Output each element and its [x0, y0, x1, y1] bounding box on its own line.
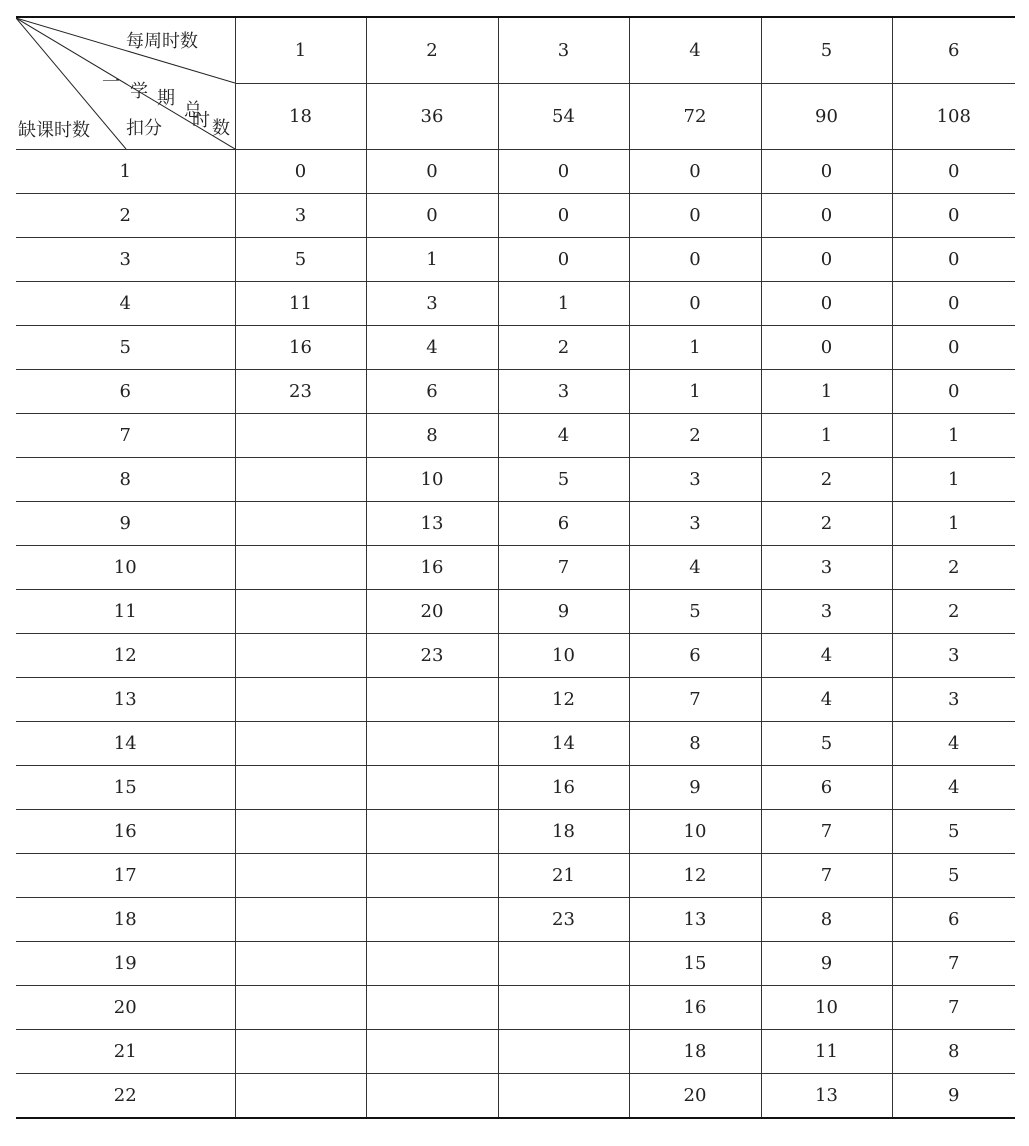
- deduction-score-cell: 2: [892, 590, 1015, 634]
- deduction-score-cell: 0: [761, 326, 892, 370]
- deduction-score-cell: 0: [761, 150, 892, 194]
- deduction-score-cell: 14: [498, 722, 629, 766]
- absent-hours-cell: 20: [16, 986, 235, 1030]
- svg-text:时: 时: [192, 110, 210, 131]
- table-row: [16, 502, 1015, 546]
- weekly-hours-row: [16, 17, 1015, 84]
- semester-total-cell: 36: [366, 84, 498, 150]
- deduction-score-cell: 0: [235, 150, 366, 194]
- deduction-score-cell: 3: [892, 678, 1015, 722]
- deduction-score-cell: 0: [498, 150, 629, 194]
- deduction-score-cell: 3: [629, 458, 761, 502]
- weekly-hours-cell: 4: [629, 17, 761, 84]
- deduction-score-cell: 0: [761, 238, 892, 282]
- deduction-score-cell: 7: [629, 678, 761, 722]
- absent-hours-cell: 22: [16, 1074, 235, 1119]
- deduction-score-cell: [235, 986, 366, 1030]
- deduction-score-cell: 3: [761, 546, 892, 590]
- deduction-score-cell: [366, 898, 498, 942]
- deduction-score-cell: 3: [235, 194, 366, 238]
- deduction-score-cell: [366, 766, 498, 810]
- deduction-score-cell: 23: [235, 370, 366, 414]
- deduction-score-cell: 0: [892, 194, 1015, 238]
- svg-text:总: 总: [184, 100, 202, 121]
- deduction-score-cell: 13: [366, 502, 498, 546]
- table-row: [16, 458, 1015, 502]
- deduction-score-cell: 0: [892, 238, 1015, 282]
- deduction-score-cell: 1: [366, 238, 498, 282]
- deduction-score-cell: 7: [498, 546, 629, 590]
- deduction-score-cell: 15: [629, 942, 761, 986]
- deduction-score-cell: 0: [498, 194, 629, 238]
- deduction-score-cell: 0: [761, 282, 892, 326]
- deduction-score-cell: 8: [892, 1030, 1015, 1074]
- deduction-score-cell: 6: [761, 766, 892, 810]
- deduction-score-cell: 11: [761, 1030, 892, 1074]
- deduction-score-cell: 6: [629, 634, 761, 678]
- deduction-score-cell: 3: [498, 370, 629, 414]
- deduction-score-cell: [235, 678, 366, 722]
- deduction-score-cell: 9: [498, 590, 629, 634]
- deduction-score-cell: 11: [235, 282, 366, 326]
- svg-text:学: 学: [130, 81, 148, 102]
- deduction-score-cell: [498, 1074, 629, 1119]
- svg-text:一: 一: [102, 72, 120, 93]
- deduction-score-cell: 16: [235, 326, 366, 370]
- deduction-score-cell: 5: [629, 590, 761, 634]
- table-row: [16, 282, 1015, 326]
- deduction-score-cell: 6: [498, 502, 629, 546]
- deduction-score-cell: [366, 1030, 498, 1074]
- absent-hours-cell: 12: [16, 634, 235, 678]
- deduction-score-cell: 7: [892, 986, 1015, 1030]
- deduction-score-cell: [235, 458, 366, 502]
- deduction-score-cell: 23: [366, 634, 498, 678]
- absent-hours-cell: 17: [16, 854, 235, 898]
- deduction-score-cell: 0: [629, 194, 761, 238]
- table-row: [16, 766, 1015, 810]
- table-row: [16, 194, 1015, 238]
- absent-hours-cell: 1: [16, 150, 235, 194]
- deduction-score-cell: 7: [761, 854, 892, 898]
- deduction-score-cell: 10: [629, 810, 761, 854]
- svg-text:期: 期: [157, 88, 175, 109]
- deduction-score-cell: [498, 986, 629, 1030]
- deduction-score-cell: 20: [629, 1074, 761, 1119]
- deduction-score-cell: 4: [892, 722, 1015, 766]
- deduction-score-cell: 4: [761, 678, 892, 722]
- deduction-score-cell: [235, 766, 366, 810]
- deduction-score-cell: [235, 722, 366, 766]
- deduction-score-cell: 3: [366, 282, 498, 326]
- table-row: [16, 1074, 1015, 1119]
- deduction-score-cell: 5: [892, 854, 1015, 898]
- deduction-score-cell: 0: [498, 238, 629, 282]
- deduction-score-cell: 9: [761, 942, 892, 986]
- deduction-score-cell: 1: [892, 502, 1015, 546]
- table-row: [16, 854, 1015, 898]
- deduction-score-cell: 4: [892, 766, 1015, 810]
- deduction-score-cell: 13: [761, 1074, 892, 1119]
- semester-total-cell: 72: [629, 84, 761, 150]
- deduction-score-cell: [235, 590, 366, 634]
- deduction-score-cell: [498, 942, 629, 986]
- deduction-score-cell: [235, 810, 366, 854]
- deduction-score-cell: 0: [366, 150, 498, 194]
- svg-text:数: 数: [212, 118, 230, 139]
- semester-total-cell: 90: [761, 84, 892, 150]
- deduction-score-cell: 10: [761, 986, 892, 1030]
- deduction-score-cell: 0: [629, 238, 761, 282]
- absent-hours-cell: 3: [16, 238, 235, 282]
- deduction-score-cell: [366, 810, 498, 854]
- deduction-score-cell: 23: [498, 898, 629, 942]
- table-row: [16, 942, 1015, 986]
- semester-total-cell: 18: [235, 84, 366, 150]
- table-row: [16, 634, 1015, 678]
- deduction-score-cell: 12: [629, 854, 761, 898]
- deduction-score-cell: 0: [629, 282, 761, 326]
- deduction-table-container: [16, 16, 1015, 1119]
- absent-hours-cell: 16: [16, 810, 235, 854]
- deduction-score-cell: 8: [629, 722, 761, 766]
- deduction-score-cell: 9: [629, 766, 761, 810]
- deduction-score-cell: 16: [366, 546, 498, 590]
- absent-hours-cell: 19: [16, 942, 235, 986]
- absent-hours-cell: 21: [16, 1030, 235, 1074]
- deduction-label: 扣分: [126, 118, 162, 139]
- table-row: [16, 898, 1015, 942]
- deduction-score-cell: 6: [366, 370, 498, 414]
- weekly-hours-cell: 5: [761, 17, 892, 84]
- deduction-score-cell: 3: [892, 634, 1015, 678]
- table-row: [16, 590, 1015, 634]
- deduction-score-cell: 1: [761, 370, 892, 414]
- absent-hours-cell: 11: [16, 590, 235, 634]
- deduction-score-cell: 1: [498, 282, 629, 326]
- deduction-score-cell: [366, 854, 498, 898]
- deduction-score-cell: 0: [892, 370, 1015, 414]
- deduction-score-cell: 2: [498, 326, 629, 370]
- weekly-hours-cell: 6: [892, 17, 1015, 84]
- semester-total-cell: 54: [498, 84, 629, 150]
- absent-hours-cell: 2: [16, 194, 235, 238]
- deduction-score-cell: [235, 1030, 366, 1074]
- table-row: [16, 722, 1015, 766]
- deduction-score-cell: 8: [366, 414, 498, 458]
- absent-hours-cell: 13: [16, 678, 235, 722]
- deduction-score-cell: 4: [629, 546, 761, 590]
- deduction-score-cell: 2: [892, 546, 1015, 590]
- diagonal-header: [16, 18, 235, 149]
- table-row: [16, 370, 1015, 414]
- deduction-score-cell: [366, 678, 498, 722]
- deduction-score-cell: 18: [498, 810, 629, 854]
- deduction-score-cell: 8: [761, 898, 892, 942]
- deduction-score-cell: 7: [892, 942, 1015, 986]
- table-row: [16, 150, 1015, 194]
- deduction-score-cell: [366, 942, 498, 986]
- table-row: [16, 678, 1015, 722]
- table-row: [16, 546, 1015, 590]
- deduction-score-cell: 1: [629, 326, 761, 370]
- deduction-score-cell: 0: [629, 150, 761, 194]
- diagonal-header-cell: [16, 17, 235, 150]
- deduction-score-cell: 2: [761, 502, 892, 546]
- deduction-score-cell: 21: [498, 854, 629, 898]
- deduction-score-cell: 1: [629, 370, 761, 414]
- deduction-score-cell: 10: [498, 634, 629, 678]
- absent-hours-label: 缺课时数: [18, 120, 90, 141]
- deduction-score-cell: [235, 502, 366, 546]
- deduction-score-cell: [235, 634, 366, 678]
- absent-hours-cell: 10: [16, 546, 235, 590]
- deduction-score-cell: 20: [366, 590, 498, 634]
- absent-hours-cell: 5: [16, 326, 235, 370]
- deduction-score-cell: 3: [761, 590, 892, 634]
- deduction-score-cell: 4: [761, 634, 892, 678]
- deduction-score-cell: 16: [629, 986, 761, 1030]
- deduction-score-cell: [235, 854, 366, 898]
- table-row: [16, 986, 1015, 1030]
- absent-hours-cell: 4: [16, 282, 235, 326]
- deduction-score-cell: 13: [629, 898, 761, 942]
- deduction-score-cell: [235, 1074, 366, 1119]
- absent-hours-cell: 14: [16, 722, 235, 766]
- deduction-score-cell: 3: [629, 502, 761, 546]
- deduction-score-cell: 0: [366, 194, 498, 238]
- semester-total-cell: 108: [892, 84, 1015, 150]
- deduction-score-cell: 0: [761, 194, 892, 238]
- deduction-score-cell: [235, 898, 366, 942]
- deduction-score-cell: 9: [892, 1074, 1015, 1119]
- deduction-score-cell: 0: [892, 150, 1015, 194]
- deduction-score-cell: 5: [498, 458, 629, 502]
- deduction-score-cell: 1: [892, 458, 1015, 502]
- weekly-hours-cell: 1: [235, 17, 366, 84]
- absent-hours-cell: 15: [16, 766, 235, 810]
- weekly-hours-label: 每周时数: [126, 31, 198, 52]
- absence-deduction-table: [16, 16, 1015, 1119]
- deduction-score-cell: [366, 1074, 498, 1119]
- absent-hours-cell: 8: [16, 458, 235, 502]
- deduction-score-cell: 12: [498, 678, 629, 722]
- deduction-score-cell: [235, 414, 366, 458]
- deduction-score-cell: 10: [366, 458, 498, 502]
- semester-total-hours-label: [102, 72, 230, 139]
- absent-hours-cell: 9: [16, 502, 235, 546]
- deduction-score-cell: [235, 546, 366, 590]
- table-row: [16, 414, 1015, 458]
- deduction-score-cell: [498, 1030, 629, 1074]
- deduction-score-cell: 5: [235, 238, 366, 282]
- absent-hours-cell: 18: [16, 898, 235, 942]
- table-row: [16, 1030, 1015, 1074]
- deduction-score-cell: 2: [629, 414, 761, 458]
- deduction-score-cell: 1: [892, 414, 1015, 458]
- table-row: [16, 326, 1015, 370]
- deduction-score-cell: 16: [498, 766, 629, 810]
- deduction-score-cell: 1: [761, 414, 892, 458]
- absent-hours-cell: 6: [16, 370, 235, 414]
- table-row: [16, 238, 1015, 282]
- deduction-score-cell: 5: [892, 810, 1015, 854]
- deduction-score-cell: 0: [892, 326, 1015, 370]
- table-row: [16, 810, 1015, 854]
- deduction-score-cell: [366, 722, 498, 766]
- weekly-hours-cell: 2: [366, 17, 498, 84]
- weekly-hours-cell: 3: [498, 17, 629, 84]
- deduction-score-cell: 6: [892, 898, 1015, 942]
- absent-hours-cell: 7: [16, 414, 235, 458]
- deduction-score-cell: 5: [761, 722, 892, 766]
- deduction-score-cell: 4: [366, 326, 498, 370]
- deduction-score-cell: [235, 942, 366, 986]
- deduction-score-cell: 0: [892, 282, 1015, 326]
- deduction-score-cell: [366, 986, 498, 1030]
- deduction-score-cell: 2: [761, 458, 892, 502]
- deduction-score-cell: 4: [498, 414, 629, 458]
- deduction-score-cell: 7: [761, 810, 892, 854]
- deduction-score-cell: 18: [629, 1030, 761, 1074]
